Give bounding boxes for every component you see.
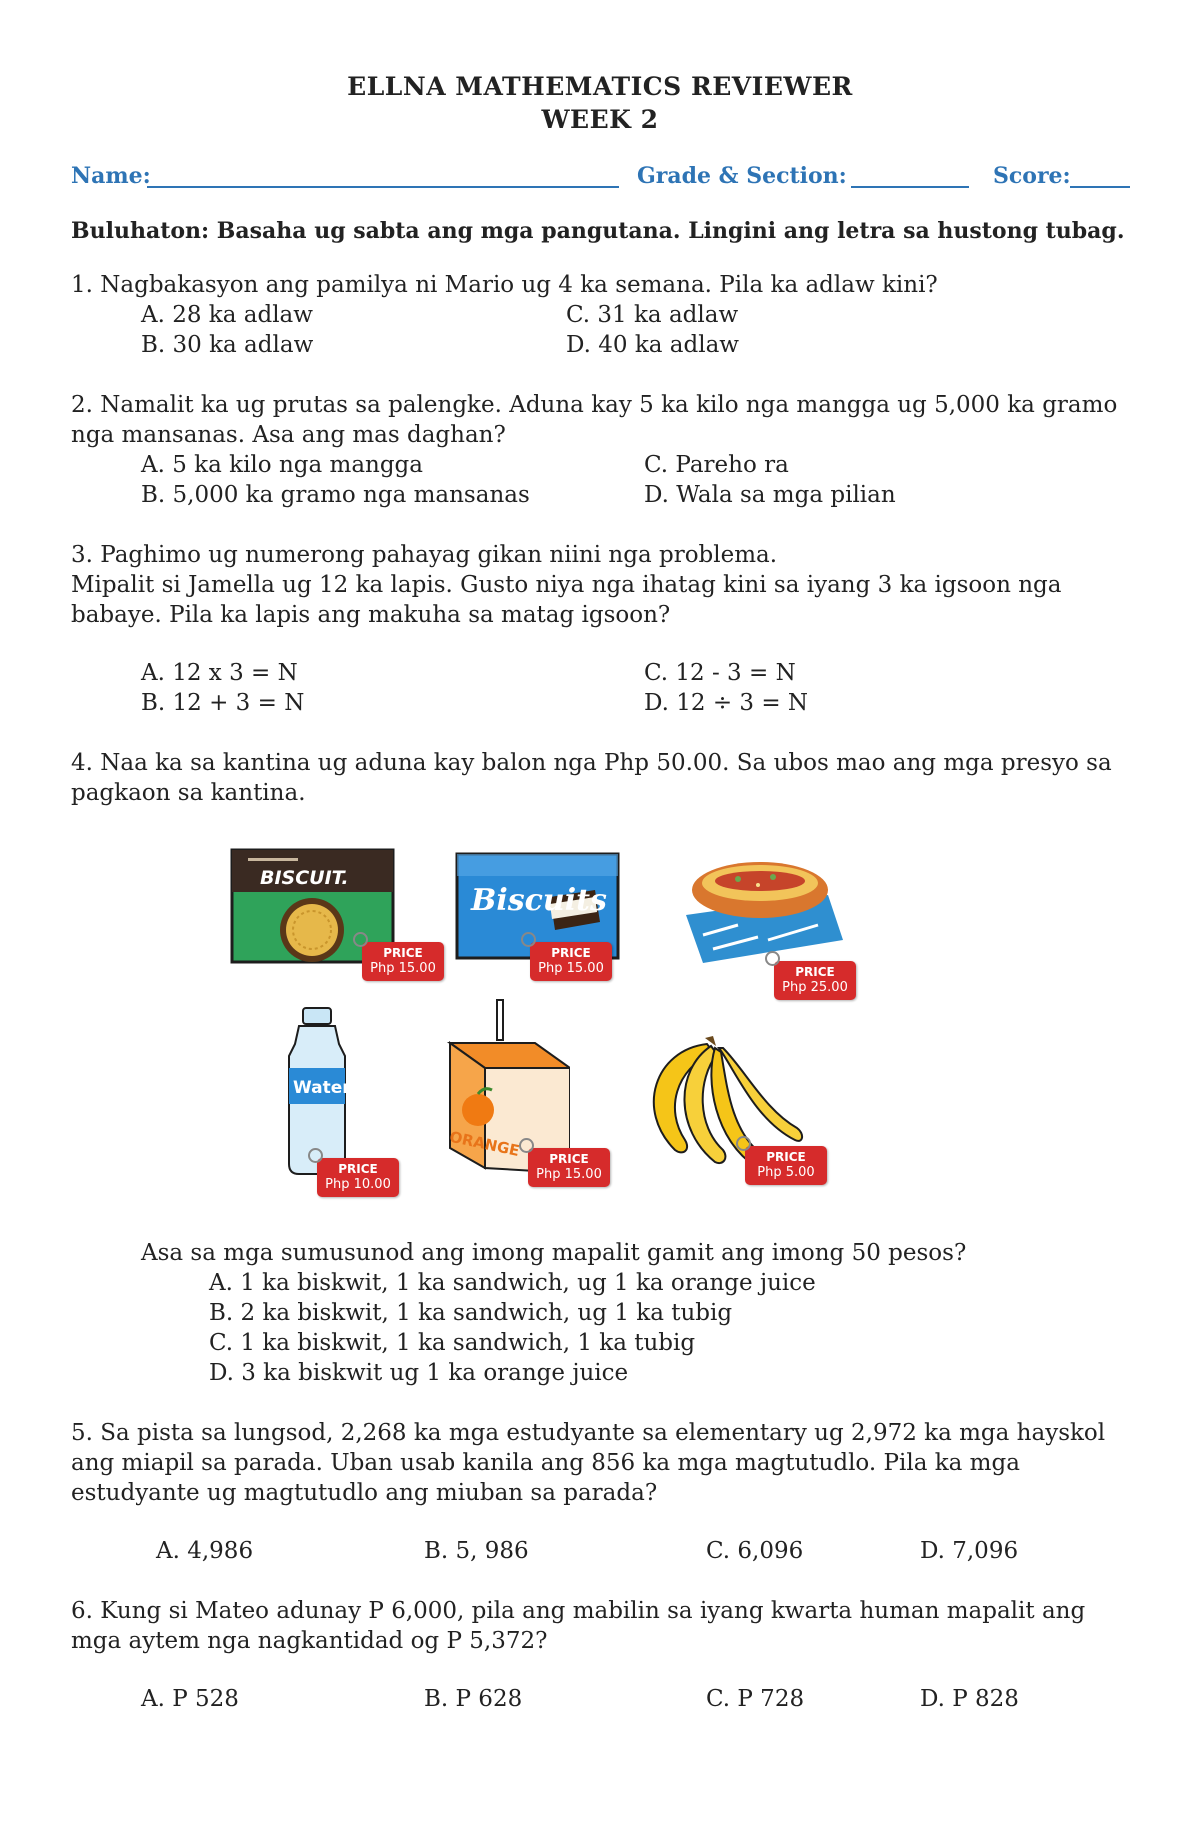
q1-choice-a[interactable]: A. 28 ka adlaw bbox=[141, 302, 313, 328]
q2-choice-c[interactable]: C. Pareho ra bbox=[644, 452, 789, 478]
q2-stem-line1: 2. Namalit ka ug prutas sa palengke. Aduna kay 5 ka kilo nga mangga ug 5,000 ka gramo bbox=[71, 392, 1118, 418]
q6-choice-b[interactable]: B. P 628 bbox=[424, 1686, 523, 1712]
q5-stem-line3: estudyante ug magtutudlo ang miuban sa parada? bbox=[71, 1480, 658, 1506]
price-tag-5-label: PRICE bbox=[549, 1152, 589, 1166]
item-5-label: ORANGE bbox=[447, 1127, 522, 1161]
price-tag-3-label: PRICE bbox=[795, 965, 835, 979]
q3-choice-a[interactable]: A. 12 x 3 = N bbox=[141, 660, 298, 686]
q5-stem-line1: 5. Sa pista sa lungsod, 2,268 ka mga estudyante sa elementary ug 2,972 ka mga hayskol bbox=[71, 1420, 1106, 1446]
orange-juice-item bbox=[440, 998, 602, 1182]
price-tag-1 bbox=[362, 942, 444, 981]
q3-stem-line3: babaye. Pila ka lapis ang makuha sa matag igsoon? bbox=[71, 602, 671, 628]
q1-choice-d[interactable]: D. 40 ka adlaw bbox=[566, 332, 739, 358]
q6-choice-a[interactable]: A. P 528 bbox=[141, 1686, 239, 1712]
price-tag-1-label: PRICE bbox=[383, 946, 423, 960]
biscuit-pack-green-item bbox=[230, 848, 436, 976]
q4-choice-b[interactable]: B. 2 ka biskwit, 1 ka sandwich, ug 1 ka tubig bbox=[209, 1300, 733, 1326]
q4-question: Asa sa mga sumusunod ang imong mapalit gamit ang imong 50 pesos? bbox=[141, 1240, 967, 1266]
q4-choice-c[interactable]: C. 1 ka biskwit, 1 ka sandwich, 1 ka tubig bbox=[209, 1330, 696, 1356]
price-tag-3-value: Php 25.00 bbox=[782, 980, 848, 995]
q6-stem-line2: mga aytem nga nagkantidad og P 5,372? bbox=[71, 1628, 548, 1654]
q4-choice-d[interactable]: D. 3 ka biskwit ug 1 ka orange juice bbox=[209, 1360, 629, 1386]
q1-choice-c[interactable]: C. 31 ka adlaw bbox=[566, 302, 739, 328]
biscuits-pack-blue-item bbox=[455, 852, 620, 976]
q5-choice-d[interactable]: D. 7,096 bbox=[920, 1538, 1019, 1564]
q3-choice-b[interactable]: B. 12 + 3 = N bbox=[141, 690, 305, 716]
q3-choice-d[interactable]: D. 12 ÷ 3 = N bbox=[644, 690, 809, 716]
q1-stem: 1. Nagbakasyon ang pamilya ni Mario ug 4 ka semana. Pila ka adlaw kini? bbox=[71, 272, 938, 298]
q3-stem-line2: Mipalit si Jamella ug 12 ka lapis. Gusto niya nga ihatag kini sa iyang 3 ka igsoon nga bbox=[71, 572, 1062, 598]
q3-stem-line1: 3. Paghimo ug numerong pahayag gikan niini nga problema. bbox=[71, 542, 778, 568]
price-tag-5-value: Php 15.00 bbox=[536, 1167, 602, 1182]
price-tag-2-label: PRICE bbox=[551, 946, 591, 960]
page-subtitle: WEEK 2 bbox=[541, 105, 659, 134]
price-tag-2 bbox=[530, 942, 612, 981]
price-tag-1-value: Php 15.00 bbox=[370, 961, 436, 976]
q5-stem-line2: ang miapil sa parada. Uban usab kanila ang 856 ka mga magtutudlo. Pila ka mga bbox=[71, 1450, 1020, 1476]
item-2-label: Biscuits bbox=[471, 883, 607, 918]
item-1-label: BISCUIT. bbox=[260, 867, 349, 889]
q1-choice-b[interactable]: B. 30 ka adlaw bbox=[141, 332, 314, 358]
price-tag-2-value: Php 15.00 bbox=[538, 961, 604, 976]
price-tag-4-value: Php 10.00 bbox=[325, 1177, 391, 1192]
q2-choice-a[interactable]: A. 5 ka kilo nga mangga bbox=[141, 452, 423, 478]
item-4-label: Water bbox=[293, 1078, 351, 1098]
q2-stem-line2: nga mansanas. Asa ang mas daghan? bbox=[71, 422, 506, 448]
grade-section-label: Grade & Section: bbox=[637, 163, 847, 189]
sandwich-icon bbox=[678, 845, 848, 965]
sandwich-item bbox=[678, 845, 848, 995]
q2-choice-d[interactable]: D. Wala sa mga pilian bbox=[644, 482, 896, 508]
score-field[interactable] bbox=[1070, 186, 1130, 188]
q2-choice-b[interactable]: B. 5,000 ka gramo nga mansanas bbox=[141, 482, 530, 508]
q6-choice-d[interactable]: D. P 828 bbox=[920, 1686, 1019, 1712]
q4-choice-a[interactable]: A. 1 ka biskwit, 1 ka sandwich, ug 1 ka orange juice bbox=[209, 1270, 816, 1296]
price-tag-6-label: PRICE bbox=[766, 1150, 806, 1164]
name-label: Name: bbox=[71, 163, 151, 189]
q5-choice-b[interactable]: B. 5, 986 bbox=[424, 1538, 529, 1564]
q6-choice-c[interactable]: C. P 728 bbox=[706, 1686, 805, 1712]
price-tag-4-label: PRICE bbox=[338, 1162, 378, 1176]
water-bottle-item bbox=[277, 1006, 391, 1192]
q4-stem-line1: 4. Naa ka sa kantina ug aduna kay balon nga Php 50.00. Sa ubos mao ang mga presyo sa bbox=[71, 750, 1112, 776]
price-tag-6 bbox=[745, 1146, 827, 1185]
price-tag-4 bbox=[317, 1158, 399, 1197]
q4-stem-line2: pagkaon sa kantina. bbox=[71, 780, 306, 806]
q5-choice-a[interactable]: A. 4,986 bbox=[156, 1538, 254, 1564]
bananas-item bbox=[635, 1030, 815, 1180]
grade-section-field[interactable] bbox=[851, 186, 969, 188]
q5-choice-c[interactable]: C. 6,096 bbox=[706, 1538, 804, 1564]
price-tag-6-value: Php 5.00 bbox=[757, 1165, 815, 1180]
name-field[interactable] bbox=[147, 186, 619, 188]
page-title: ELLNA MATHEMATICS REVIEWER bbox=[347, 72, 853, 101]
instructions: Buluhaton: Basaha ug sabta ang mga pangutana. Lingini ang letra sa hustong tubag. bbox=[71, 218, 1125, 244]
q6-stem-line1: 6. Kung si Mateo adunay P 6,000, pila ang mabilin sa iyang kwarta human mapalit ang bbox=[71, 1598, 1086, 1624]
score-label: Score: bbox=[993, 163, 1071, 189]
q3-choice-c[interactable]: C. 12 - 3 = N bbox=[644, 660, 796, 686]
price-tag-3 bbox=[774, 961, 856, 1000]
price-tag-5 bbox=[528, 1148, 610, 1187]
